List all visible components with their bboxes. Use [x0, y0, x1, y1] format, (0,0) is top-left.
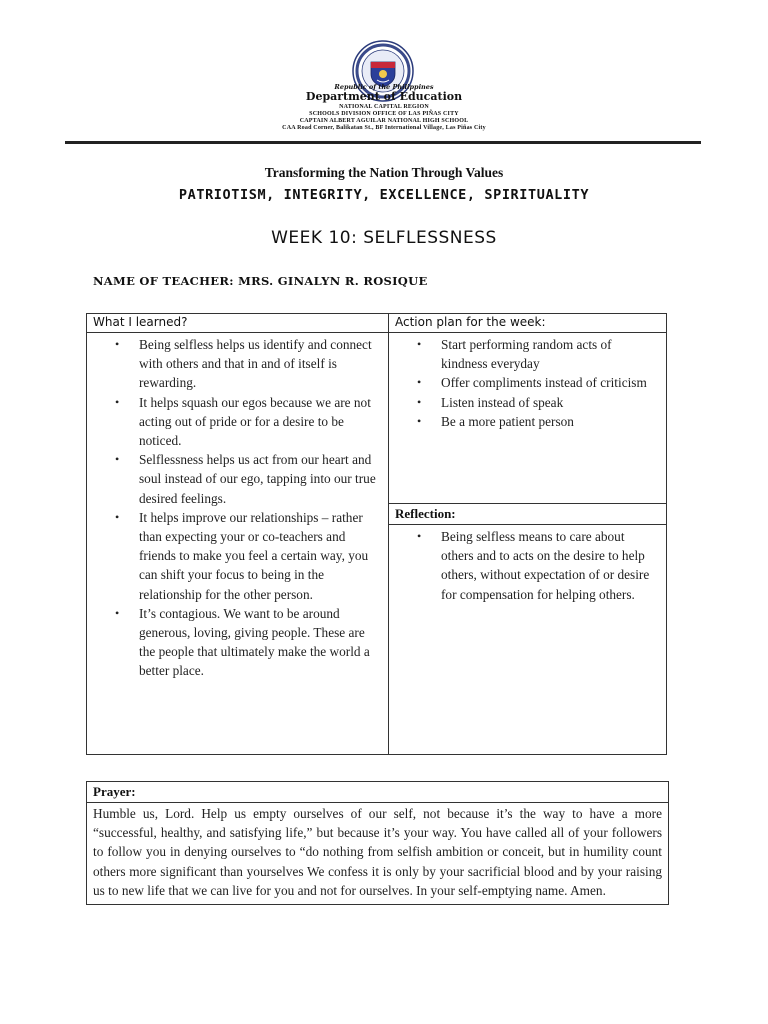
reflection-cell	[389, 525, 667, 755]
action-plan-cell	[389, 333, 667, 504]
teacher-line	[93, 274, 428, 288]
action-plan-list	[389, 333, 666, 431]
header-divider	[65, 141, 701, 144]
learned-list	[87, 333, 388, 681]
list-item: • It helps improve our relationships – rather than expecting your or co-teachers and friends to make you feel a certain way, you can shift your focus to being in the relationship for the other person.	[139, 508, 382, 604]
list-item: • It’s contagious. We want to be around generous, loving, giving people. These are the people that ultimately make the world a better place.	[139, 604, 382, 681]
learned-heading: What I learned?	[87, 314, 389, 333]
list-item: • Offer compliments instead of criticism	[441, 373, 660, 392]
list-item: • Be a more patient person	[441, 412, 660, 431]
teacher-name: MRS. GINALYN R. ROSIQUE	[238, 274, 428, 288]
list-item: • Selflessness helps us act from our heart and soul instead of our ego, tapping into our true desired feelings.	[139, 450, 382, 508]
list-item: • Start performing random acts of kindness everyday	[441, 335, 660, 373]
prayer-box	[86, 781, 669, 905]
teacher-label: NAME OF TEACHER:	[93, 274, 234, 288]
prayer-heading: Prayer:	[87, 782, 668, 803]
reflection-list	[389, 525, 666, 604]
motto-line-2: PATRIOTISM, INTEGRITY, EXCELLENCE, SPIRITUALITY	[178, 187, 590, 203]
action-plan-heading: Action plan for the week:	[389, 314, 667, 333]
motto-block	[0, 165, 768, 203]
department-name: Department of Education	[305, 90, 463, 104]
learned-cell	[87, 333, 389, 755]
list-item: • Listen instead of speak	[441, 393, 660, 412]
list-item: • It helps squash our egos because we are not acting out of pride or for a desire to be noticed.	[139, 393, 382, 451]
page-title: WEEK 10: SELFLESSNESS	[271, 228, 497, 248]
school-line: CAPTAIN ALBERT AGUILAR NATIONAL HIGH SCHOOL	[299, 117, 469, 124]
letterhead	[0, 80, 768, 132]
list-item: • Being selfless means to care about others and to acts on the desire to help others, without expectation of or desire for compensation for helping others.	[441, 527, 660, 604]
republic-line: Republic of the Philippines	[334, 83, 434, 91]
region-line: NATIONAL CAPITAL REGION	[339, 104, 429, 111]
reflection-heading: Reflection:	[389, 504, 667, 525]
motto-line-1: Transforming the Nation Through Values	[264, 165, 504, 180]
list-item: • Being selfless helps us identify and connect with others and that in and of itself is rewarding.	[139, 335, 382, 393]
address-line: CAA Road Corner, Balikatan St., BF International Village, Las Piñas City	[282, 124, 486, 131]
division-line: SCHOOLS DIVISION OFFICE OF LAS PIÑAS CITY	[309, 111, 459, 117]
learning-table	[86, 313, 667, 755]
prayer-text: Humble us, Lord. Help us empty ourselves of our self, not because it’s the way to have a more “successful, healthy, and satisfying life,” but because it’s your way. You have called all of your followers to follow you in denying ourselves to “do nothing from selfish ambition or conceit, but in humility count others more significant than yourselves We confess it is only by your sacrificial blood and by your raising us to new life that we can live for you and not for ourselves. In your self-emptying name. Amen.	[93, 806, 662, 898]
